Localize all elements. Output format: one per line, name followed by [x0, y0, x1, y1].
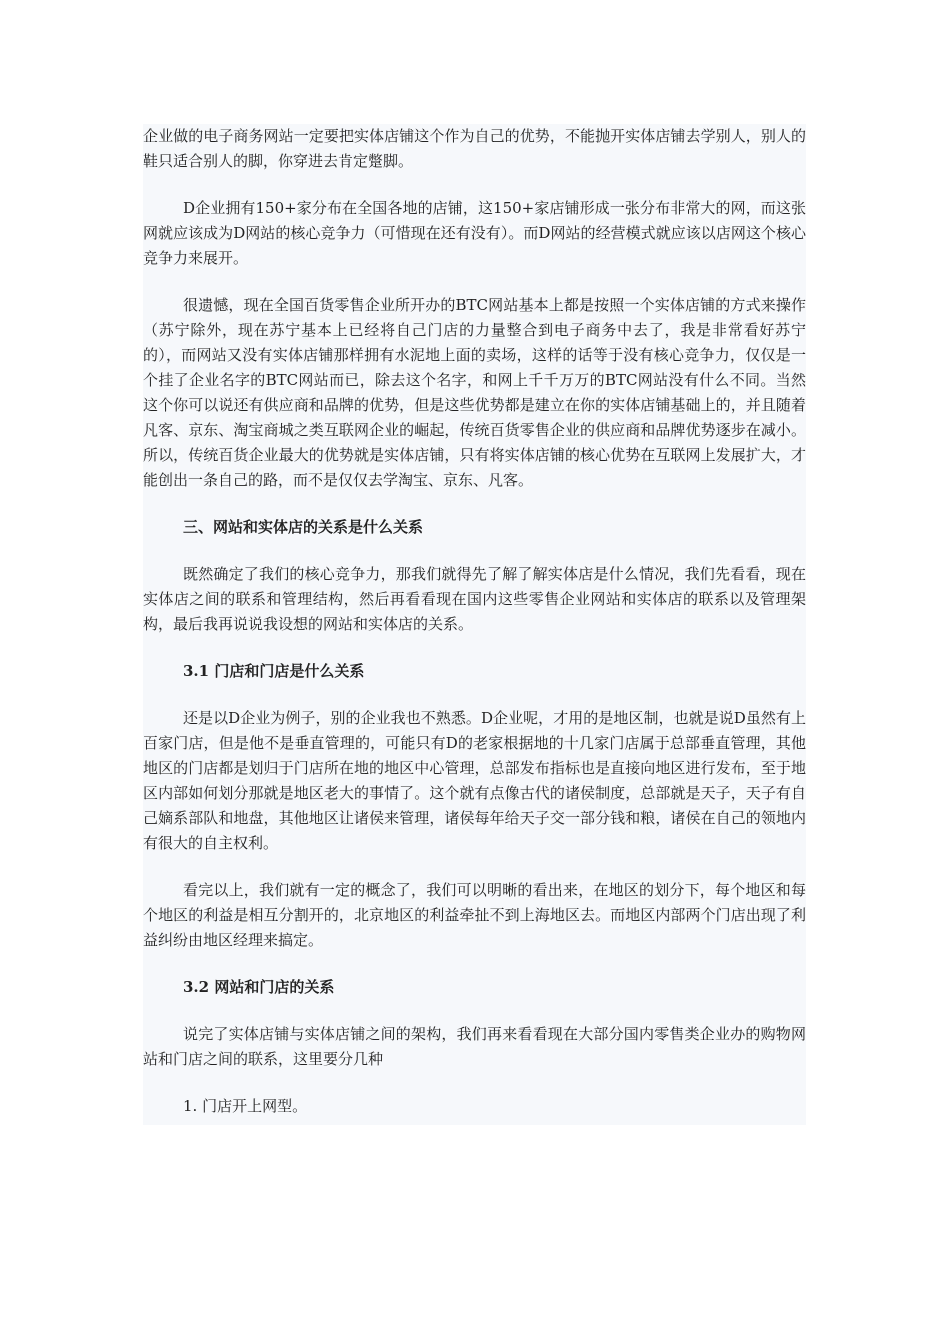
paragraph-regional-system: 还是以D企业为例子，别的企业我也不熟悉。D企业呢，才用的是地区制，也就是说D虽然有上百家门店，但是他不是垂直管理的，可能只有D的老家根据地的十几家门店属于总部垂直管理，其他地区的门店都是划归于门店所在地的地区中心管理，总部发布指标也是直接向地区进行发布，至于地区内部如何划分那就是地区老大的事情了。这个就有点像古代的诸侯制度，总部就是天子，天子有自己嫡系部队和地盘，其他地区让诸侯来管理，诸侯每年给天子交一部分钱和粮，诸侯在自己的领地内有很大的自主权利。 — [143, 709, 806, 852]
paragraph-gap — [143, 271, 806, 293]
paragraph-regional-interest: 看完以上，我们就有一定的概念了，我们可以明晰的看出来，在地区的划分下，每个地区和每个地区的利益是相互分割开的，北京地区的利益牵扯不到上海地区去。而地区内部两个门店出现了利益纠纷由地区经理来搞定。 — [143, 881, 806, 949]
paragraph-gap — [143, 1072, 806, 1094]
section-heading-3: 三、网站和实体店的关系是什么关系 — [183, 518, 424, 536]
paragraph-store-network: D企业拥有150+家分布在全国各地的店铺，这150+家店铺形成一张分布非常大的网，而这张网就应该成为D网站的核心竞争力（可惜现在还有没有）。而D网站的经营模式就应该以店网这个核心竞争力来展开。 — [143, 199, 806, 267]
paragraph-btc-sites: 很遗憾，现在全国百货零售企业所开办的BTC网站基本上都是按照一个实体店铺的方式来操作（苏宁除外，现在苏宁基本上已经将自己门店的力量整合到电子商务中去了，我是非常看好苏宁的），而网站又没有实体店铺那样拥有水泥地上面的卖场，这样的话等于没有核心竞争力，仅仅是一个挂了企业名字的BTC网站而已，除去这个名字，和网上千千万万的BTC网站没有什么不同。当然这个你可以说还有供应商和品牌的优势，但是这些优势都是建立在你的实体店铺基础上的，并且随着凡客、京东、淘宝商城之类互联网企业的崛起，传统百货零售企业的供应商和品牌优势逐步在减小。所以，传统百货企业最大的优势就是实体店铺，只有将实体店铺的核心优势在互联网上发展扩大，才能创出一条自己的路，而不是仅仅去学淘宝、京东、凡客。 — [143, 296, 806, 489]
paragraph-core-competence: 既然确定了我们的核心竞争力，那我们就得先了解了解实体店是什么情况，我们先看看，现在实体店之间的联系和管理结构，然后再看看现在国内这些零售企业网站和实体店的联系以及管理架构，最后我再说说我设想的网站和实体店的关系。 — [143, 565, 806, 633]
paragraph-gap — [143, 174, 806, 196]
paragraph-gap — [143, 953, 806, 975]
paragraph-gap — [143, 637, 806, 659]
paragraph-gap — [143, 856, 806, 878]
subsection-heading-3-2: 3.2 网站和门店的关系 — [183, 978, 335, 996]
list-item: 1. 门店开上网型。 — [183, 1097, 308, 1115]
paragraph-gap — [143, 684, 806, 706]
paragraph-gap — [143, 493, 806, 515]
paragraph-intro: 企业做的电子商务网站一定要把实体店铺这个作为自己的优势，不能抛开实体店铺去学别人，别人的鞋只适合别人的脚，你穿进去肯定蹩脚。 — [143, 127, 806, 170]
paragraph-gap — [143, 540, 806, 562]
subsection-heading-3-1: 3.1 门店和门店是什么关系 — [183, 662, 365, 680]
paragraph-gap — [143, 1000, 806, 1022]
paragraph-website-store: 说完了实体店铺与实体店铺之间的架构，我们再来看看现在大部分国内零售类企业办的购物网站和门店之间的联系，这里要分几种 — [143, 1025, 806, 1068]
article-body — [143, 124, 806, 1125]
